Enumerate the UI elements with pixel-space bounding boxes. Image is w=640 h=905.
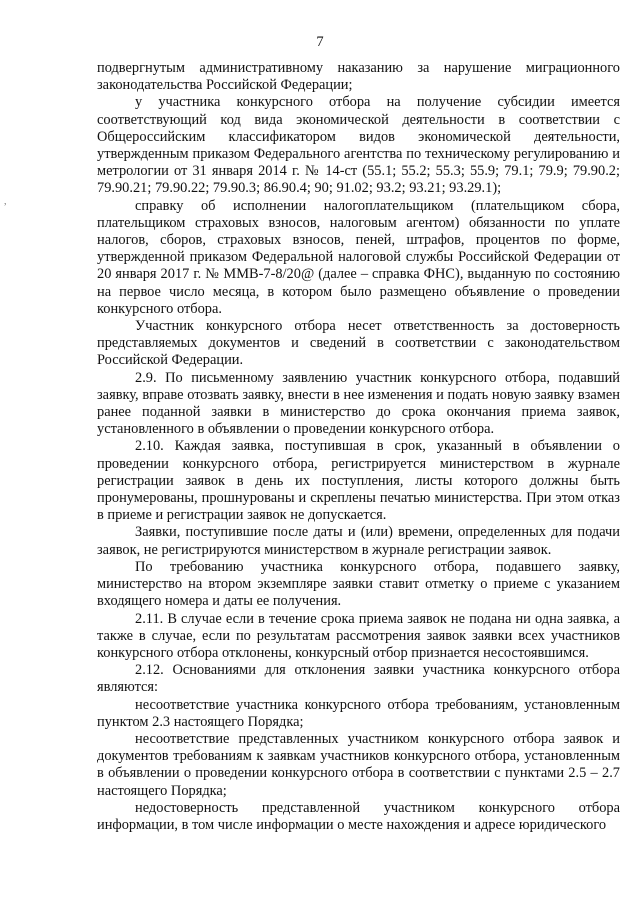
paragraph-2-11: 2.11. В случае если в течение срока приема заявок не подана ни одна заявка, а также в случае, если по результатам рассмотрения заявок заявки всех участников конкурсного отбора отклонены, конкурсный отбор признается несостоявшимся. — [97, 610, 620, 661]
paragraph-continuation: подвергнутым административному наказанию за нарушение миграционного законодательства Российской Федерации; — [97, 60, 620, 94]
paragraph-ground-3: недостоверность представленной участником конкурсного отбора информации, в том числе информации о месте нахождения и адресе юридического — [97, 799, 620, 833]
paragraph-2-12: 2.12. Основаниями для отклонения заявки участника конкурсного отбора являются: — [97, 662, 620, 696]
paragraph-ground-1: несоответствие участника конкурсного отбора требованиям, установленным пунктом 2.3 настоящего Порядка; — [97, 696, 620, 730]
document-body — [97, 60, 620, 834]
paragraph-2-9: 2.9. По письменному заявлению участник конкурсного отбора, подавший заявку, вправе отозвать заявку, внести в нее изменения и подать новую заявку взамен ранее поданной заявки в министерство до срока окончания приема заявок, установленного в объявлении о проведении конкурсного отбора. — [97, 369, 620, 438]
page-number: 7 — [316, 34, 324, 50]
paragraph-fns-certificate: справку об исполнении налогоплательщиком (плательщиком сбора, плательщиком страховых взносов, налоговым агентом) обязанности по уплате налогов, сборов, страховых взносов, пеней, штрафов, процентов по форме, утвержденной приказом Федеральной налоговой службы Российской Федерации от 20 января 2017 г. № ММВ-7-8/20@ (далее – справка ФНС), выданную по состоянию на первое число месяца, в котором было размещено объявление о проведении конкурсного отбора. — [97, 197, 620, 317]
paragraph-okved-code: у участника конкурсного отбора на получение субсидии имеется соответствующий код вида экономической деятельности в соответствии с Общероссийским классификатором видов экономической деятельности, утвержденным приказом Федерального агентства по техническому регулированию и метрологии от 31 января 2014 г. № 14-ст (55.1; 55.2; 55.3; 55.9; 79.1; 79.9; 79.90.2; 79.90.21; 79.90.22; 79.90.3; 86.90.4; 90; 91.02; 93.2; 93.21; 93.29.1); — [97, 94, 620, 197]
paragraph-receipt-mark: По требованию участника конкурсного отбора, подавшего заявку, министерство на втором экземпляре заявки ставит отметку о приеме с указанием входящего номера и даты ее получения. — [97, 558, 620, 610]
margin-mark: , — [4, 196, 7, 207]
paragraph-responsibility: Участник конкурсного отбора несет ответственность за достоверность представляемых документов и сведений в соответствии с законодательством Российской Федерации. — [97, 318, 620, 369]
paragraph-ground-2: несоответствие представленных участником конкурсного отбора заявок и документов требованиям к заявкам участников конкурсного отбора, установленным в объявлении о проведении конкурсного отбора в соответствии с пунктами 2.5 – 2.7 настоящего Порядка; — [97, 730, 620, 799]
paragraph-late-applications: Заявки, поступившие после даты и (или) времени, определенных для подачи заявок, не регистрируются министерством в журнале регистрации заявок. — [97, 524, 620, 558]
paragraph-2-10: 2.10. Каждая заявка, поступившая в срок, указанный в объявлении о проведении конкурсного отбора, регистрируется министерством в журнале регистрации заявок в день их поступления, листы которого должны быть пронумерованы, прошнурованы и скреплены печатью министерства. При этом отказ в приеме и регистрации заявок не допускается. — [97, 438, 620, 524]
